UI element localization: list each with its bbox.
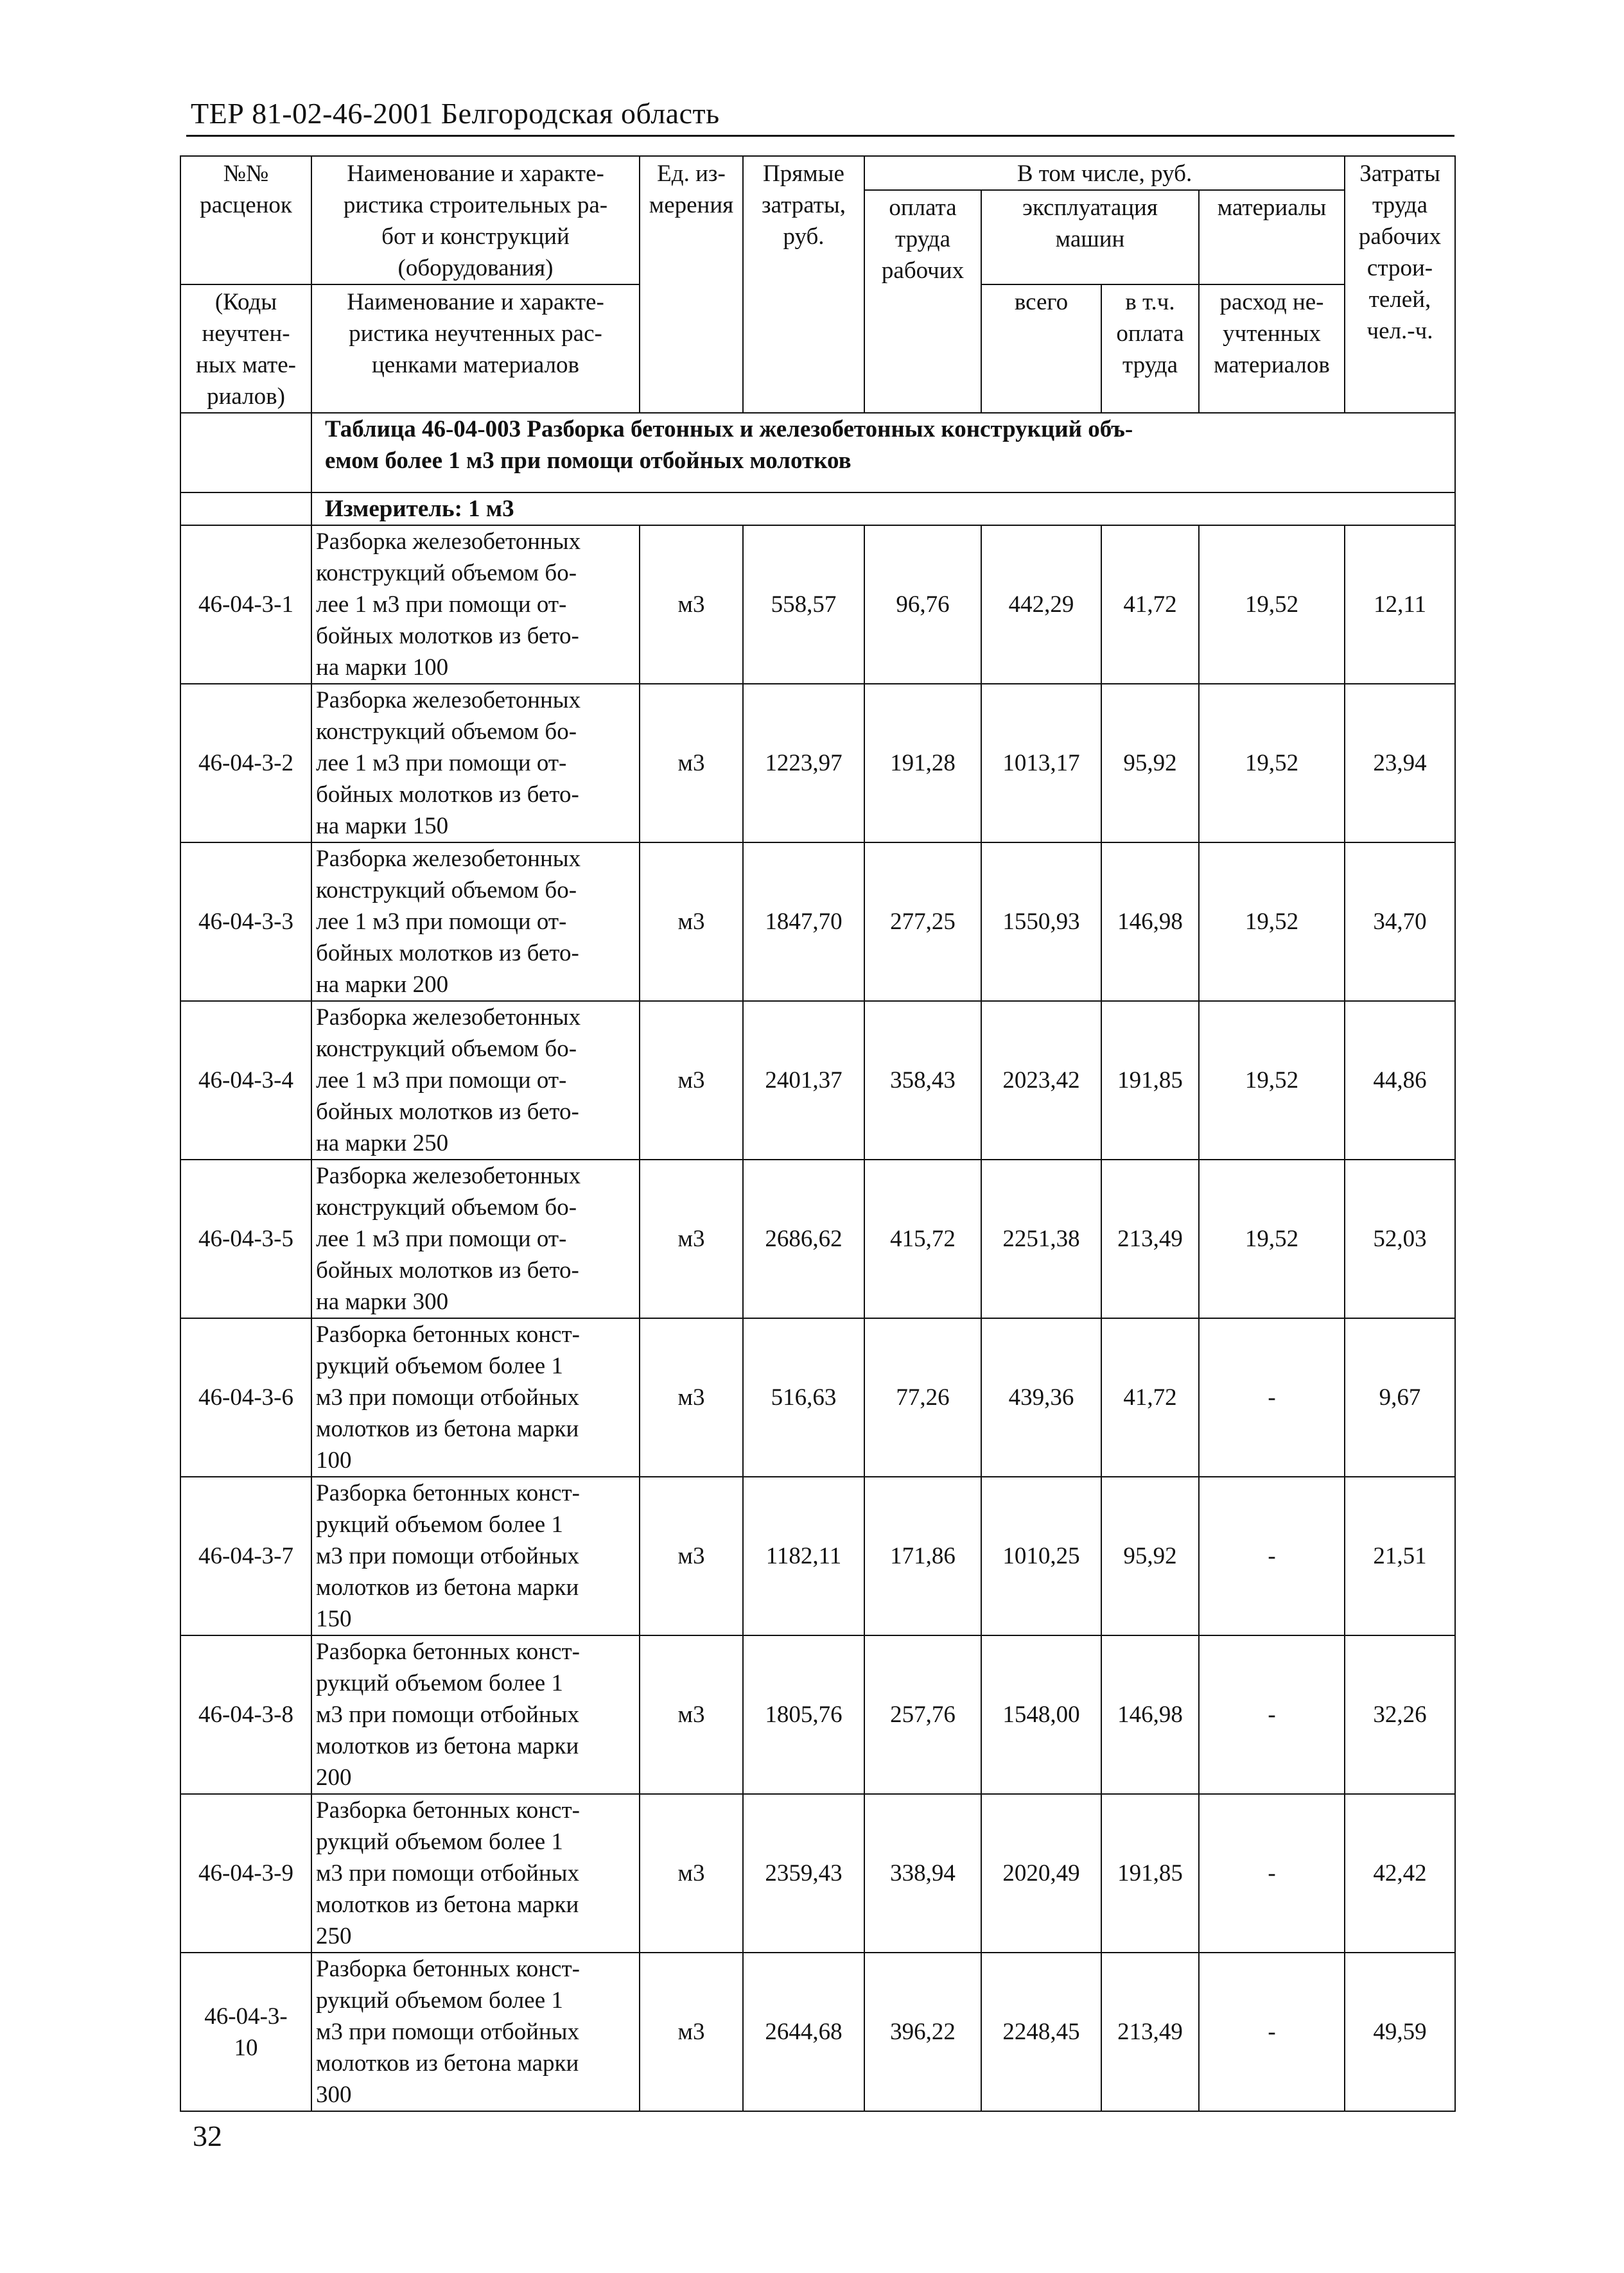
materials-cell: - xyxy=(1199,1635,1345,1794)
header-code: №№ расценок xyxy=(180,156,311,284)
labor-cell: 34,70 xyxy=(1345,842,1455,1001)
labor-cell: 9,67 xyxy=(1345,1318,1455,1477)
unit-cell: м3 xyxy=(640,1477,743,1635)
machines-total: 2248,45 xyxy=(981,1953,1101,2111)
materials-cell: 19,52 xyxy=(1199,1001,1345,1160)
work-description: Разборка бетонных конст- рукций объемом более 1 м3 при помощи отбойных молотков из бетона марки 100 xyxy=(311,1318,640,1477)
direct-costs: 2359,43 xyxy=(743,1794,864,1953)
wages-cell: 77,26 xyxy=(864,1318,981,1477)
machines-wages: 191,85 xyxy=(1101,1001,1199,1160)
machines-wages: 146,98 xyxy=(1101,1635,1199,1794)
unit-cell: м3 xyxy=(640,684,743,842)
header-wages: оплата труда рабочих xyxy=(864,190,981,413)
wages-cell: 358,43 xyxy=(864,1001,981,1160)
direct-costs: 558,57 xyxy=(743,525,864,684)
machines-total: 1548,00 xyxy=(981,1635,1101,1794)
header-labor: Затраты труда рабочих строи- телей, чел.-ч. xyxy=(1345,156,1455,413)
work-description: Разборка бетонных конст- рукций объемом более 1 м3 при помощи отбойных молотков из бетона марки 200 xyxy=(311,1635,640,1794)
header-rule xyxy=(186,135,1454,137)
work-description: Разборка бетонных конст- рукций объемом более 1 м3 при помощи отбойных молотков из бетона марки 150 xyxy=(311,1477,640,1635)
rate-code: 46-04-3- 10 xyxy=(180,1953,311,2111)
table-row xyxy=(180,1477,1455,1635)
labor-cell: 32,26 xyxy=(1345,1635,1455,1794)
header-mach-wages: в т.ч. оплата труда xyxy=(1101,284,1199,413)
table-row xyxy=(180,1953,1455,2111)
header-materials: материалы xyxy=(1199,190,1345,284)
table-row xyxy=(180,1794,1455,1953)
rate-code: 46-04-3-7 xyxy=(180,1477,311,1635)
header-direct: Прямые затраты, руб. xyxy=(743,156,864,413)
page-number: 32 xyxy=(193,2120,222,2152)
labor-cell: 49,59 xyxy=(1345,1953,1455,2111)
rate-code: 46-04-3-8 xyxy=(180,1635,311,1794)
table-row xyxy=(180,684,1455,842)
rate-code: 46-04-3-1 xyxy=(180,525,311,684)
caption-spacer xyxy=(180,413,311,492)
materials-cell: 19,52 xyxy=(1199,525,1345,684)
table-row xyxy=(180,1318,1455,1477)
work-description: Разборка железобетонных конструкций объемом бо- лее 1 м3 при помощи от- бойных молотков из бето- на марки 300 xyxy=(311,1160,640,1318)
header-code-materials: (Коды неучтен- ных мате- риалов) xyxy=(180,284,311,413)
work-description: Разборка железобетонных конструкций объемом бо- лее 1 м3 при помощи от- бойных молотков из бето- на марки 150 xyxy=(311,684,640,842)
unit-cell: м3 xyxy=(640,1318,743,1477)
work-description: Разборка бетонных конст- рукций объемом более 1 м3 при помощи отбойных молотков из бетона марки 300 xyxy=(311,1953,640,2111)
direct-costs: 2401,37 xyxy=(743,1001,864,1160)
materials-cell: - xyxy=(1199,1477,1345,1635)
unit-cell: м3 xyxy=(640,1953,743,2111)
direct-costs: 1182,11 xyxy=(743,1477,864,1635)
materials-cell: 19,52 xyxy=(1199,684,1345,842)
labor-cell: 12,11 xyxy=(1345,525,1455,684)
machines-total: 2023,42 xyxy=(981,1001,1101,1160)
labor-cell: 44,86 xyxy=(1345,1001,1455,1160)
header-unit: Ед. из- мерения xyxy=(640,156,743,413)
unit-cell: м3 xyxy=(640,1160,743,1318)
machines-wages: 95,92 xyxy=(1101,1477,1199,1635)
machines-wages: 146,98 xyxy=(1101,842,1199,1001)
work-description: Разборка железобетонных конструкций объемом бо- лее 1 м3 при помощи от- бойных молотков из бето- на марки 250 xyxy=(311,1001,640,1160)
header-unaccounted: расход не- учтенных материалов xyxy=(1199,284,1345,413)
rate-code: 46-04-3-5 xyxy=(180,1160,311,1318)
rate-code: 46-04-3-2 xyxy=(180,684,311,842)
rates-table xyxy=(180,155,1456,2112)
labor-cell: 21,51 xyxy=(1345,1477,1455,1635)
machines-wages: 41,72 xyxy=(1101,525,1199,684)
materials-cell: 19,52 xyxy=(1199,842,1345,1001)
unit-cell: м3 xyxy=(640,1001,743,1160)
unit-cell: м3 xyxy=(640,1794,743,1953)
direct-costs: 1805,76 xyxy=(743,1635,864,1794)
direct-costs: 2644,68 xyxy=(743,1953,864,2111)
wages-cell: 96,76 xyxy=(864,525,981,684)
wages-cell: 277,25 xyxy=(864,842,981,1001)
header-mach-total: всего xyxy=(981,284,1101,413)
table-row xyxy=(180,525,1455,684)
work-description: Разборка железобетонных конструкций объемом бо- лее 1 м3 при помощи от- бойных молотков из бето- на марки 100 xyxy=(311,525,640,684)
machines-total: 1010,25 xyxy=(981,1477,1101,1635)
header-name-materials: Наименование и характе- ристика неучтенных рас- ценками материалов xyxy=(311,284,640,413)
measure-label: Измеритель: 1 м3 xyxy=(311,492,1455,525)
machines-wages: 41,72 xyxy=(1101,1318,1199,1477)
rate-code: 46-04-3-9 xyxy=(180,1794,311,1953)
labor-cell: 52,03 xyxy=(1345,1160,1455,1318)
wages-cell: 171,86 xyxy=(864,1477,981,1635)
table-body xyxy=(180,525,1455,2111)
wages-cell: 415,72 xyxy=(864,1160,981,1318)
measure-spacer xyxy=(180,492,311,525)
table-row xyxy=(180,1160,1455,1318)
machines-total: 1550,93 xyxy=(981,842,1101,1001)
materials-cell: 19,52 xyxy=(1199,1160,1345,1318)
table-row xyxy=(180,842,1455,1001)
rate-code: 46-04-3-3 xyxy=(180,842,311,1001)
rate-code: 46-04-3-4 xyxy=(180,1001,311,1160)
machines-wages: 95,92 xyxy=(1101,684,1199,842)
header-name: Наименование и характе- ристика строительных ра- бот и конструкций (оборудования) xyxy=(311,156,640,284)
machines-wages: 213,49 xyxy=(1101,1160,1199,1318)
materials-cell: - xyxy=(1199,1794,1345,1953)
table-caption: Таблица 46-04-003 Разборка бетонных и железобетонных конструкций объ- емом более 1 м3 при помощи отбойных молотков xyxy=(311,413,1455,492)
header-machines: эксплуатация машин xyxy=(981,190,1199,284)
direct-costs: 2686,62 xyxy=(743,1160,864,1318)
table-row xyxy=(180,1001,1455,1160)
work-description: Разборка железобетонных конструкций объемом бо- лее 1 м3 при помощи от- бойных молотков из бето- на марки 200 xyxy=(311,842,640,1001)
page-header: ТЕР 81-02-46-2001 Белгородская область xyxy=(191,97,720,130)
unit-cell: м3 xyxy=(640,842,743,1001)
wages-cell: 338,94 xyxy=(864,1794,981,1953)
work-description: Разборка бетонных конст- рукций объемом более 1 м3 при помощи отбойных молотков из бетона марки 250 xyxy=(311,1794,640,1953)
labor-cell: 42,42 xyxy=(1345,1794,1455,1953)
wages-cell: 191,28 xyxy=(864,684,981,842)
machines-total: 442,29 xyxy=(981,525,1101,684)
machines-wages: 213,49 xyxy=(1101,1953,1199,2111)
machines-total: 2251,38 xyxy=(981,1160,1101,1318)
machines-total: 1013,17 xyxy=(981,684,1101,842)
labor-cell: 23,94 xyxy=(1345,684,1455,842)
direct-costs: 516,63 xyxy=(743,1318,864,1477)
machines-total: 439,36 xyxy=(981,1318,1101,1477)
direct-costs: 1847,70 xyxy=(743,842,864,1001)
rate-code: 46-04-3-6 xyxy=(180,1318,311,1477)
materials-cell: - xyxy=(1199,1953,1345,2111)
table-row xyxy=(180,1635,1455,1794)
header-incl: В том числе, руб. xyxy=(864,156,1345,190)
unit-cell: м3 xyxy=(640,525,743,684)
wages-cell: 257,76 xyxy=(864,1635,981,1794)
unit-cell: м3 xyxy=(640,1635,743,1794)
wages-cell: 396,22 xyxy=(864,1953,981,2111)
materials-cell: - xyxy=(1199,1318,1345,1477)
direct-costs: 1223,97 xyxy=(743,684,864,842)
machines-wages: 191,85 xyxy=(1101,1794,1199,1953)
machines-total: 2020,49 xyxy=(981,1794,1101,1953)
